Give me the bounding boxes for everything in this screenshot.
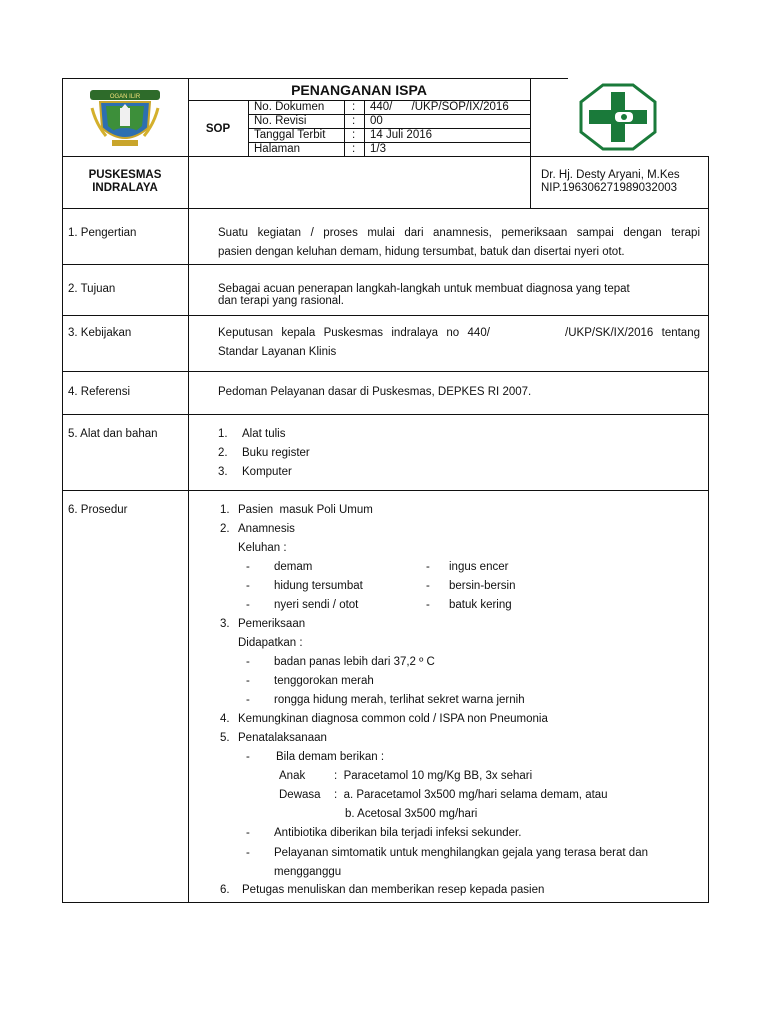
step-text: Pasien masuk Poli Umum	[238, 504, 373, 516]
step-text: Kemungkinan diagnosa common cold / ISPA non Pneumonia	[238, 713, 548, 725]
step-num: 3.	[220, 618, 230, 630]
treatment-heading: Bila demam berikan :	[276, 751, 385, 763]
step-num: 4.	[220, 713, 230, 725]
step-text: Pemeriksaan	[238, 618, 306, 630]
doc-info-label: No. Revisi	[254, 115, 307, 127]
doc-info-sep: :	[352, 115, 356, 127]
dose-label: Anak	[279, 770, 306, 782]
kebijakan-line: Keputusan kepala Puskesmas indralaya no 440/ /UKP/SK/IX/2016 tentang	[218, 327, 700, 339]
keluhan-item: nyeri sendi / otot	[274, 599, 359, 611]
dash: -	[426, 599, 430, 611]
doc-info-sep: :	[352, 129, 356, 141]
list-item: Komputer	[242, 466, 292, 478]
finding-item: badan panas lebih dari 37,2 º C	[274, 656, 435, 668]
treatment-item: Pelayanan simtomatik untuk menghilangkan gejala yang terasa berat dan	[274, 847, 648, 859]
doc-info-label: No. Dokumen	[254, 101, 325, 113]
tujuan-line: Sebagai acuan penerapan langkah-langkah untuk membuat diagnosa yang tepat	[218, 283, 630, 295]
step-text: Penatalaksanaan	[238, 732, 327, 744]
doc-info-value: 1/3	[370, 143, 386, 155]
doc-info-value: 14 Juli 2016	[370, 129, 433, 141]
org-name: PUSKESMAS	[88, 169, 162, 181]
dash: -	[246, 599, 250, 611]
dash: -	[246, 827, 250, 839]
doc-info-sep: :	[352, 101, 356, 113]
keluhan-item: demam	[274, 561, 313, 573]
section-label-pengertian: 1. Pengertian	[68, 227, 137, 239]
doc-info-label: Tanggal Terbit	[254, 129, 326, 141]
referensi-line: Pedoman Pelayanan dasar di Puskesmas, DEPKES RI 2007.	[218, 386, 532, 398]
section-label-alat: 5. Alat dan bahan	[68, 428, 158, 440]
dash: -	[426, 580, 430, 592]
keluhan-item: batuk kering	[449, 599, 512, 611]
step-num: 6.	[220, 884, 230, 896]
section-label-tujuan: 2. Tujuan	[68, 283, 116, 295]
list-item-num: 1.	[218, 428, 228, 440]
dash: -	[246, 561, 250, 573]
dose-value: b. Acetosal 3x500 mg/hari	[345, 808, 478, 820]
kebijakan-line: Standar Layanan Klinis	[218, 346, 337, 358]
doc-info-label: Halaman	[254, 143, 301, 155]
list-item-num: 2.	[218, 447, 228, 459]
puskesmas-logo	[577, 82, 659, 152]
subheading: Keluhan :	[238, 542, 287, 554]
treatment-item: Antibiotika diberikan bila terjadi infeksi sekunder.	[274, 827, 522, 839]
dose-value: : Paracetamol 10 mg/Kg BB, 3x sehari	[334, 770, 533, 782]
signer-name: Dr. Hj. Desty Aryani, M.Kes	[541, 169, 680, 181]
org-name-line2: INDRALAYA	[92, 182, 158, 194]
signer-nip: NIP.196306271989032003	[541, 182, 678, 194]
dash: -	[246, 656, 250, 668]
doc-info-value: 440/ /UKP/SOP/IX/2016	[370, 101, 509, 113]
subheading: Didapatkan :	[238, 637, 303, 649]
list-item: Alat tulis	[242, 428, 286, 440]
dose-label: Dewasa	[279, 789, 321, 801]
keluhan-item: bersin-bersin	[449, 580, 516, 592]
finding-item: tenggorokan merah	[274, 675, 374, 687]
list-item-num: 3.	[218, 466, 228, 478]
keluhan-item: ingus encer	[449, 561, 509, 573]
regency-logo	[86, 84, 164, 150]
step-num: 2.	[220, 523, 230, 535]
section-label-kebijakan: 3. Kebijakan	[68, 327, 132, 339]
step-num: 1.	[220, 504, 230, 516]
dash: -	[246, 580, 250, 592]
sop-label: SOP	[205, 123, 231, 135]
logo-text: OGAN ILIR	[109, 94, 141, 100]
tujuan-line: dan terapi yang rasional.	[218, 295, 344, 307]
document-title: PENANGANAN ISPA	[291, 82, 427, 98]
dash: -	[246, 694, 250, 706]
pengertian-line: Suatu kegiatan / proses mulai dari anamnesis, pemeriksaan sampai dengan terapi	[218, 227, 700, 239]
doc-info-value: 00	[370, 115, 383, 127]
treatment-item: mengganggu	[274, 866, 342, 878]
doc-info-sep: :	[352, 143, 356, 155]
keluhan-item: hidung tersumbat	[274, 580, 363, 592]
dose-value: : a. Paracetamol 3x500 mg/hari selama demam, atau	[334, 789, 608, 801]
step-num: 5.	[220, 732, 230, 744]
list-item: Buku register	[242, 447, 310, 459]
step-text: Anamnesis	[238, 523, 295, 535]
dash: -	[246, 675, 250, 687]
finding-item: rongga hidung merah, terlihat sekret warna jernih	[274, 694, 525, 706]
dash: -	[246, 847, 250, 859]
section-label-prosedur: 6. Prosedur	[68, 504, 128, 516]
dash: -	[426, 561, 430, 573]
dash: -	[246, 751, 250, 763]
section-label-referensi: 4. Referensi	[68, 386, 131, 398]
step-text: Petugas menuliskan dan memberikan resep kepada pasien	[242, 884, 545, 896]
pengertian-line: pasien dengan keluhan demam, hidung tersumbat, batuk dan disertai nyeri otot.	[218, 246, 625, 258]
